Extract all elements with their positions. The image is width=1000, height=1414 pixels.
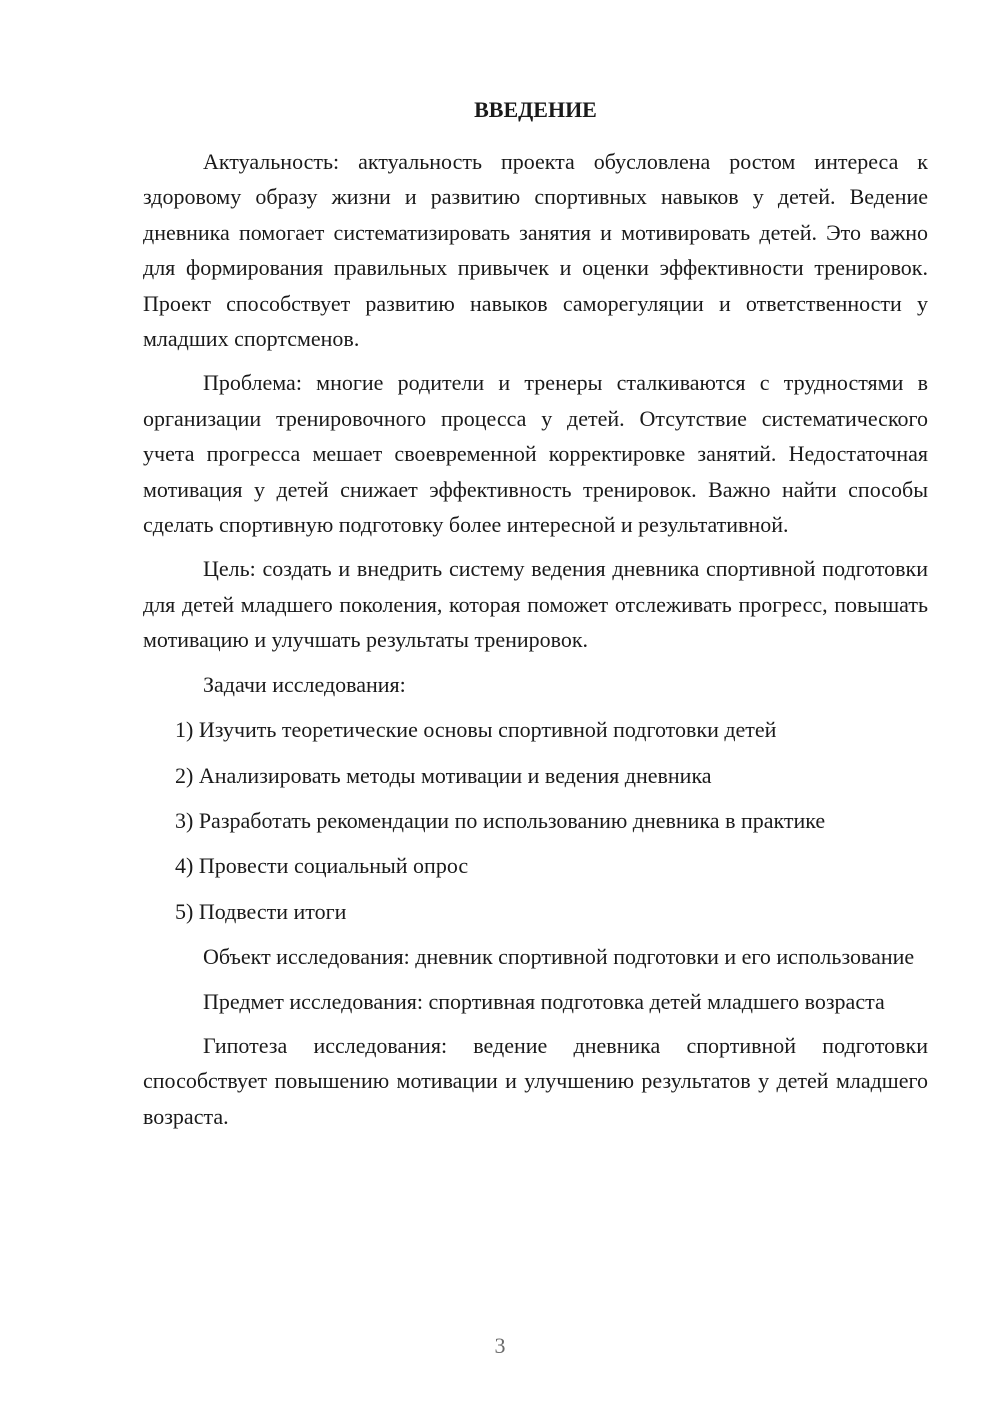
task-item-4: 4) Провести социальный опрос [175, 853, 469, 879]
object-paragraph: Объект исследования: дневник спортивной подготовки и его использование [203, 944, 915, 970]
task-item-5: 5) Подвести итоги [175, 898, 347, 924]
page-number: 3 [494, 1333, 506, 1358]
task-item-3: 3) Разработать рекомендации по использованию дневника в практике [175, 807, 826, 833]
task-list [143, 712, 928, 929]
task-item-2: 2) Анализировать методы мотивации и ведения дневника [175, 762, 712, 788]
subject-paragraph: Предмет исследования: спортивная подготовка детей младшего возраста [203, 988, 885, 1014]
tasks-title: Задачи исследования: [203, 671, 406, 697]
relevance-paragraph: Актуальность: актуальность проекта обусловлена ростом интереса к здоровому образу жизни и развитию спортивных навыков у детей. Ведение дневника помогает систематизировать занятия и мотивировать детей. Это важно для формирования правильных привычек и оценки эффективности тренировок. Проект способствует развитию навыков саморегуляции и ответственности у младших спортсменов. [143, 149, 928, 352]
problem-paragraph: Проблема: многие родители и тренеры сталкиваются с трудностями в организации тренировочного процесса у детей. Отсутствие систематического учета прогресса мешает своевременной корректировке занятий. Недостаточная мотивация у детей снижает эффективность тренировок. Важно найти способы сделать спортивную подготовку более интересной и результативной. [143, 370, 928, 538]
hypothesis-paragraph: Гипотеза исследования: ведение дневника спортивной подготовки способствует повышению мотивации и улучшению результатов у детей младшего возраста. [143, 1032, 928, 1129]
goal-paragraph: Цель: создать и внедрить систему ведения дневника спортивной подготовки для детей младшего поколения, которая поможет отслеживать прогресс, повышать мотивацию и улучшать результаты тренировок. [143, 556, 928, 653]
document-page [143, 92, 928, 1143]
page-title: ВВЕДЕНИЕ [474, 97, 597, 122]
task-item-1: 1) Изучить теоретические основы спортивной подготовки детей [175, 717, 777, 743]
